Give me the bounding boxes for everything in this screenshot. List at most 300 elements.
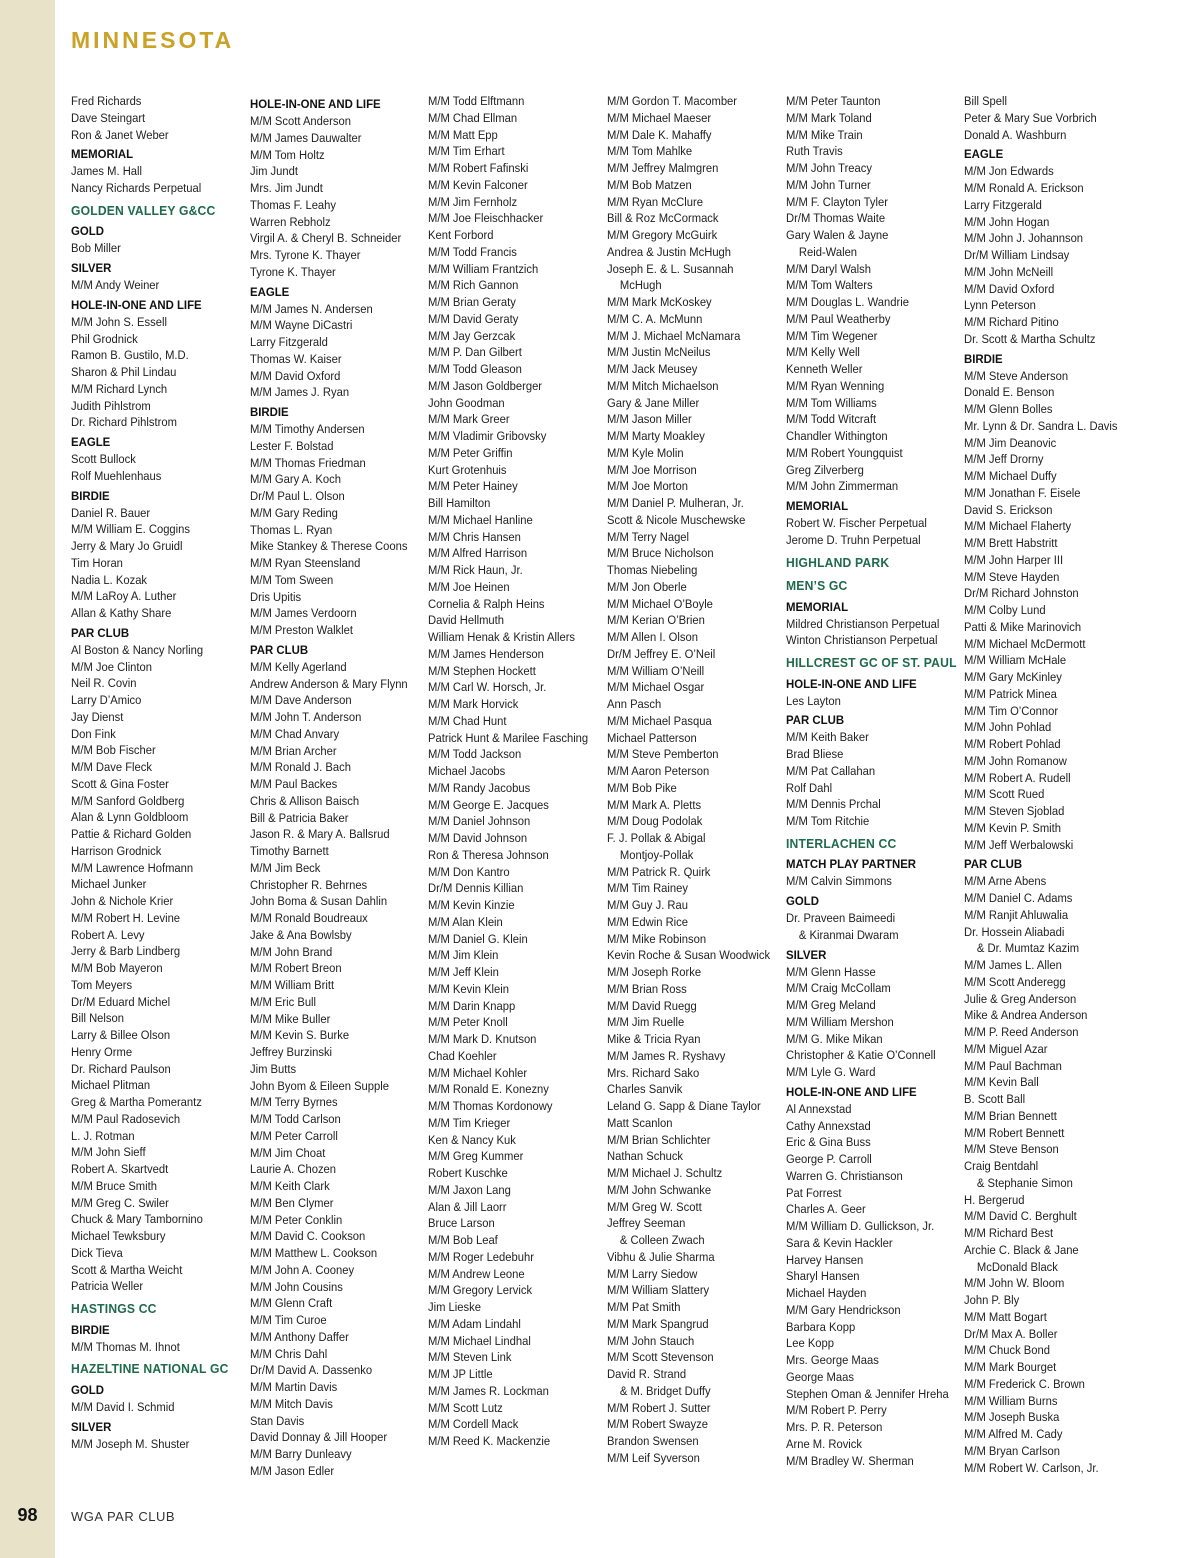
- member-name: Barbara Kopp: [786, 1319, 856, 1334]
- member-name: M/M James Henderson: [428, 646, 544, 661]
- member-name: M/M David Oxford: [964, 281, 1055, 296]
- member-name: M/M Joseph Rorke: [607, 965, 702, 979]
- member-name: M/M Anthony Daffer: [250, 1329, 349, 1344]
- member-name: Charles A. Geer: [786, 1202, 866, 1217]
- member-name: M/M Greg Kummer: [428, 1149, 524, 1164]
- member-name: M/M Robert Youngquist: [786, 445, 903, 460]
- member-name: M/M John Brand: [250, 944, 333, 959]
- member-name: M/M Gordon T. Macomber: [607, 94, 738, 108]
- member-name: Kevin Roche & Susan Woodwick: [607, 948, 771, 963]
- member-name: M/M Joe Morton: [607, 479, 689, 494]
- member-name: Scott Bullock: [71, 452, 136, 466]
- member-name: M/M Rich Gannon: [428, 278, 519, 293]
- member-name: M/M Mark Toland: [786, 110, 872, 125]
- member-name: M/M Dave Anderson: [250, 693, 352, 708]
- member-name: George P. Carroll: [786, 1152, 872, 1166]
- member-name: John Byom & Eileen Supple: [250, 1078, 390, 1093]
- member-name: M/M P. Reed Anderson: [964, 1025, 1079, 1039]
- tier-heading: BIRDIE: [71, 488, 110, 503]
- member-name: Mr. Lynn & Dr. Sandra L. Davis: [964, 418, 1118, 433]
- member-name: L. J. Rotman: [71, 1128, 135, 1143]
- member-name: M/M Vladimir Gribovsky: [428, 429, 547, 443]
- member-name: Bill & Patricia Baker: [250, 810, 349, 825]
- member-name: M/M Tom Williams: [786, 395, 877, 410]
- member-name: M/M David Johnson: [428, 831, 528, 845]
- member-name: M/M Jeff Drorny: [964, 452, 1044, 467]
- club-name: INTERLACHEN CC: [786, 835, 897, 851]
- member-name: M/M Mitch Davis: [250, 1396, 333, 1411]
- member-name: Virgil A. & Cheryl B. Schneider: [250, 231, 402, 246]
- member-name: M/M Allen I. Olson: [607, 630, 698, 644]
- member-name: M/M Tim Wegener: [786, 328, 878, 343]
- member-name: M/M Jack Meusey: [607, 362, 698, 376]
- member-name: John Boma & Susan Dahlin: [250, 894, 388, 909]
- member-name: Jeffrey Seeman: [607, 1216, 686, 1231]
- member-name: M/M Jay Gerzcak: [428, 328, 516, 343]
- member-name: M/M Tom Ritchie: [786, 814, 870, 828]
- member-name: Mrs. Jim Jundt: [250, 181, 323, 195]
- member-name: Alan & Lynn Goldbloom: [71, 810, 189, 825]
- member-name: M/M William Burns: [964, 1393, 1058, 1408]
- member-name: M/M Robert J. Sutter: [607, 1400, 711, 1415]
- member-name: Pat Forrest: [786, 1185, 842, 1200]
- member-name: M/M Scott Stevenson: [607, 1350, 714, 1365]
- member-name: Larry Fitzgerald: [250, 335, 328, 349]
- member-name: M/M Kelly Well: [786, 345, 860, 360]
- member-name: M/M Daryl Walsh: [786, 261, 871, 276]
- member-name: M/M Barry Dunleavy: [250, 1447, 352, 1461]
- member-name: Leland G. Sapp & Diane Taylor: [607, 1099, 761, 1113]
- member-name: M/M Pat Callahan: [786, 763, 876, 778]
- member-name: M/M Todd Carlson: [250, 1112, 341, 1126]
- member-name: Patrick Hunt & Marilee Fasching: [428, 730, 589, 745]
- member-name: M/M Scott Anderegg: [964, 974, 1066, 989]
- member-name: M/M Miguel Azar: [964, 1041, 1048, 1056]
- member-name: Scott & Martha Weicht: [71, 1262, 183, 1277]
- member-name: M/M Patrick Minea: [964, 686, 1057, 701]
- member-name: Les Layton: [786, 693, 841, 708]
- member-name: M/M Ryan McClure: [607, 194, 703, 209]
- member-name: M/M C. A. McMunn: [607, 311, 703, 326]
- member-name: M/M Jonathan F. Eisele: [964, 485, 1081, 500]
- member-name: M/M Chad Ellman: [428, 110, 518, 125]
- member-name: Tim Horan: [71, 555, 123, 570]
- member-name: M/M Tom Walters: [786, 278, 873, 293]
- member-name: Matt Scanlon: [607, 1115, 673, 1130]
- member-name: M/M John Schwanke: [607, 1182, 712, 1197]
- member-name: M/M Calvin Simmons: [786, 874, 892, 889]
- member-name: Nadia L. Kozak: [71, 572, 148, 587]
- member-name: Chad Koehler: [428, 1048, 497, 1063]
- member-name: M/M Michael Kohler: [428, 1065, 528, 1080]
- member-name: Al Annexstad: [786, 1101, 852, 1116]
- tier-heading: HOLE-IN-ONE AND LIFE: [250, 97, 381, 111]
- member-name: Michael Junker: [71, 877, 147, 892]
- member-name: M/M Robert Fafinski: [428, 161, 529, 175]
- member-name: Donald A. Washburn: [964, 127, 1067, 142]
- member-name: M/M Mark A. Pletts: [607, 797, 702, 812]
- member-name: M/M Marty Moakley: [607, 429, 705, 443]
- member-name: Bob Miller: [71, 241, 121, 256]
- member-name: M/M David Ruegg: [607, 998, 697, 1013]
- member-name: M/M Steven Link: [428, 1350, 512, 1365]
- member-name: M/M Mike Buller: [250, 1011, 331, 1026]
- member-name: Dr/M Paul L. Olson: [250, 489, 345, 503]
- member-name: M/M Thomas Kordonowy: [428, 1099, 553, 1113]
- tier-heading: PAR CLUB: [71, 625, 130, 640]
- member-name: M/M Jeffrey Malmgren: [607, 161, 719, 175]
- member-name: M/M Frederick C. Brown: [964, 1376, 1085, 1391]
- member-name: M/M Todd Francis: [428, 244, 517, 259]
- member-name: M/M Cordell Mack: [428, 1417, 519, 1432]
- tier-heading: BIRDIE: [71, 1322, 110, 1337]
- column-4: [607, 93, 779, 1467]
- member-name: M/M James Dauwalter: [250, 130, 362, 145]
- member-name: M/M Gary A. Koch: [250, 472, 341, 487]
- member-name: M/M Bruce Smith: [71, 1178, 157, 1193]
- member-name: Jay Dienst: [71, 709, 124, 724]
- member-name: M/M Michael Lindhal: [428, 1333, 531, 1348]
- member-name: M/M Steve Pemberton: [607, 747, 719, 762]
- member-name: Brad Bliese: [786, 747, 844, 761]
- member-name: Dr. Richard Pihlstrom: [71, 415, 177, 430]
- member-name: M/M Stephen Hockett: [428, 663, 536, 678]
- club-name: GOLDEN VALLEY G&CC: [71, 202, 216, 218]
- member-name: Ruth Travis: [786, 144, 843, 159]
- footer-publication: WGA PAR CLUB: [71, 1509, 176, 1524]
- member-name: Robert A. Levy: [71, 927, 145, 942]
- member-name: M/M Adam Lindahl: [428, 1316, 521, 1331]
- member-name: M/M Jim Ruelle: [607, 1015, 685, 1030]
- page-number: 98: [17, 1505, 38, 1525]
- member-name: M/M Todd Gleason: [428, 362, 522, 376]
- column-2: [250, 93, 422, 1480]
- member-name: Neil R. Covin: [71, 676, 137, 691]
- member-name: M/M John S. Essell: [71, 314, 167, 329]
- member-name: M/M Michael Flaherty: [964, 519, 1072, 534]
- member-name: & Dr. Mumtaz Kazim: [976, 941, 1080, 956]
- member-name: M/M Keith Baker: [786, 730, 869, 745]
- member-name: Cathy Annexstad: [786, 1118, 871, 1133]
- member-name: Warren Rebholz: [250, 214, 331, 229]
- member-name: Tyrone K. Thayer: [250, 264, 336, 279]
- member-name: M/M Steve Anderson: [964, 368, 1069, 383]
- member-name: Chuck & Mary Tambornino: [71, 1212, 203, 1227]
- member-name: M/M Bob Pike: [607, 780, 677, 795]
- member-name: M/M Ronald J. Bach: [250, 760, 351, 775]
- member-name: Lester F. Bolstad: [250, 438, 334, 453]
- member-name: M/M John McNeill: [964, 264, 1054, 279]
- member-name: Michael Tewksbury: [71, 1229, 166, 1243]
- member-name: Lee Kopp: [786, 1336, 835, 1351]
- member-name: M/M John T. Anderson: [250, 710, 362, 724]
- member-name: Jim Butts: [250, 1061, 297, 1076]
- member-name: Jerry & Barb Lindberg: [71, 944, 181, 959]
- member-name: M/M Joe Clinton: [71, 659, 153, 674]
- tier-heading: PAR CLUB: [964, 857, 1023, 872]
- member-name: Stephen Oman & Jennifer Hreha: [786, 1386, 949, 1401]
- member-name: M/M Jim Deanovic: [964, 435, 1057, 450]
- member-name: M/M Michael Pasqua: [607, 713, 712, 728]
- member-name: M/M Kevin S. Burke: [250, 1028, 350, 1043]
- member-name: M/M Tim O’Connor: [964, 703, 1059, 718]
- member-name: M/M Joe Heinen: [428, 579, 510, 594]
- member-name: M/M Scott Lutz: [428, 1400, 503, 1415]
- member-name: M/M Bryan Carlson: [964, 1443, 1060, 1458]
- member-name: M/M Chris Hansen: [428, 529, 521, 544]
- member-name: M/M Robert W. Carlson, Jr.: [964, 1460, 1099, 1475]
- member-name: Fred Richards: [71, 94, 142, 108]
- member-name: M/M James R. Lockman: [428, 1383, 549, 1398]
- member-name: M/M Bob Leaf: [428, 1233, 498, 1247]
- member-name: M/M Preston Walklet: [250, 623, 354, 637]
- member-name: M/M Todd Jackson: [428, 747, 522, 762]
- tier-heading: BIRDIE: [250, 405, 289, 419]
- member-name: M/M Ronald A. Erickson: [964, 181, 1084, 195]
- member-name: Nancy Richards Perpetual: [71, 181, 202, 195]
- member-name: M/M Bob Matzen: [607, 177, 692, 192]
- member-name: M/M Keith Clark: [250, 1179, 330, 1193]
- member-name: M/M LaRoy A. Luther: [71, 589, 177, 604]
- member-name: M/M Martin Davis: [250, 1380, 338, 1394]
- member-name: Sara & Kevin Hackler: [786, 1235, 893, 1250]
- member-name: Mrs. Tyrone K. Thayer: [250, 248, 361, 262]
- member-name: M/M Glenn Bolles: [964, 402, 1053, 416]
- member-name: M/M John Sieff: [71, 1145, 146, 1160]
- member-name: Brandon Swensen: [607, 1434, 699, 1448]
- club-name: HAZELTINE NATIONAL GC: [71, 1361, 229, 1377]
- member-name: M/M Michael Duffy: [964, 469, 1057, 483]
- member-name: M/M William Mershon: [786, 1014, 894, 1029]
- member-name: M/M Glenn Hasse: [786, 964, 876, 979]
- member-name: M/M John Turner: [786, 177, 871, 192]
- member-name: M/M William Frantzich: [428, 261, 539, 276]
- tier-heading: SILVER: [71, 1419, 112, 1434]
- member-name: Sharyl Hansen: [786, 1269, 860, 1284]
- tier-heading: BIRDIE: [964, 351, 1003, 366]
- member-name: M/M John Romanow: [964, 753, 1067, 768]
- member-name: M/M Dave Fleck: [71, 760, 153, 774]
- member-name: John Goodman: [428, 395, 505, 410]
- member-name: M/M Richard Lynch: [71, 381, 168, 396]
- member-name: Vibhu & Julie Sharma: [607, 1249, 715, 1264]
- member-name: M/M John Treacy: [786, 161, 872, 175]
- member-name: Patricia Weller: [71, 1279, 144, 1294]
- member-name: M/M Sanford Goldberg: [71, 793, 185, 808]
- member-name: M/M Mike Train: [786, 127, 863, 142]
- member-name: M/M Mark D. Knutson: [428, 1032, 537, 1046]
- member-name: Dr. Scott & Martha Schultz: [964, 331, 1096, 346]
- member-name: Jim Jundt: [250, 164, 298, 179]
- member-name: B. Scott Ball: [964, 1092, 1026, 1106]
- member-name: M/M Jason Edler: [250, 1463, 335, 1478]
- member-name: M/M Michael Maeser: [607, 110, 712, 125]
- member-name: Mike & Tricia Ryan: [607, 1032, 701, 1046]
- member-name: Larry Fitzgerald: [964, 197, 1042, 212]
- member-name: M/M Thomas M. Ihnot: [71, 1339, 180, 1354]
- member-name: M/M Mark Bourget: [964, 1360, 1057, 1374]
- member-name: M/M James R. Ryshavy: [607, 1048, 726, 1063]
- member-name: M/M Bruce Nicholson: [607, 546, 714, 561]
- member-name: M/M Tom Sween: [250, 572, 334, 587]
- member-name: Robert W. Fischer Perpetual: [786, 516, 927, 530]
- member-name: M/M Peter Carroll: [250, 1128, 338, 1143]
- member-name: Patti & Mike Marinovich: [964, 619, 1082, 634]
- member-name: Dr/M Max A. Boller: [964, 1326, 1058, 1341]
- member-name: Dr. Praveen Baimeedi: [786, 911, 896, 925]
- member-name: Charles Sanvik: [607, 1082, 683, 1097]
- member-name: Joseph E. & L. Susannah: [607, 261, 734, 276]
- member-name: M/M Michael Hanline: [428, 512, 533, 527]
- member-name: M/M Gregory Lervick: [428, 1283, 533, 1298]
- member-name: M/M John J. Johannson: [964, 231, 1084, 246]
- member-name: M/M David C. Berghult: [964, 1209, 1077, 1224]
- member-name: M/M Brian Bennett: [964, 1108, 1057, 1123]
- member-name: Chandler Withington: [786, 429, 888, 443]
- member-name: M/M Jon Edwards: [964, 164, 1054, 179]
- member-name: M/M Larry Siedow: [607, 1266, 698, 1281]
- member-name: F. J. Pollak & Abigal: [607, 831, 706, 845]
- column-1: [71, 93, 243, 1452]
- member-name: M/M Paul Radosevich: [71, 1111, 181, 1126]
- tier-heading: GOLD: [786, 894, 819, 908]
- member-name: McHugh: [619, 278, 662, 293]
- member-name: M/M Matt Bogart: [964, 1309, 1047, 1324]
- member-name: Jason R. & Mary A. Ballsrud: [250, 827, 390, 842]
- member-name: Jerome D. Truhn Perpetual: [786, 532, 921, 547]
- member-name: Scott & Nicole Muschewske: [607, 512, 746, 527]
- member-name: M/M John Zimmerman: [786, 479, 899, 494]
- member-name: M/M P. Dan Gilbert: [428, 345, 522, 360]
- member-name: M/M Michael O’Boyle: [607, 596, 713, 611]
- member-name: Bill & Roz McCormack: [607, 211, 719, 226]
- member-name: M/M John Stauch: [607, 1333, 695, 1348]
- member-name: M/M Michael Osgar: [607, 680, 705, 695]
- member-name: Craig Bentdahl: [964, 1159, 1039, 1173]
- member-name: Phil Grodnick: [71, 331, 138, 346]
- tier-heading: GOLD: [71, 224, 104, 239]
- member-name: M/M Mark Spangrud: [607, 1316, 709, 1331]
- member-name: M/M Mark Greer: [428, 412, 510, 427]
- member-name: Harrison Grodnick: [71, 843, 162, 858]
- member-name: M/M Scott Anderson: [250, 114, 351, 128]
- member-name: Gary & Jane Miller: [607, 395, 700, 410]
- member-name: Andrew Anderson & Mary Flynn: [250, 676, 408, 691]
- member-name: & Kiranmai Dwaram: [798, 927, 899, 942]
- member-name: M/M Tom Holtz: [250, 147, 325, 162]
- member-name: M/M Mitch Michaelson: [607, 378, 719, 393]
- member-name: Greg & Martha Pomerantz: [71, 1095, 202, 1109]
- member-name: M/M Peter Knoll: [428, 1015, 508, 1030]
- member-name: M/M William McHale: [964, 653, 1067, 668]
- member-name: John P. Bly: [964, 1293, 1020, 1307]
- member-name: M/M William E. Coggins: [71, 522, 190, 537]
- member-name: M/M Robert P. Perry: [786, 1403, 887, 1418]
- member-name: M/M Todd Elftmann: [428, 94, 525, 108]
- member-name: M/M Matt Epp: [428, 127, 498, 142]
- tier-heading: PAR CLUB: [250, 642, 309, 657]
- member-name: Nathan Schuck: [607, 1149, 684, 1164]
- member-name: Mike & Andrea Anderson: [964, 1008, 1088, 1023]
- member-name: Allan & Kathy Share: [71, 606, 172, 620]
- member-name: Julie & Greg Anderson: [964, 991, 1077, 1006]
- member-name: M/M James J. Ryan: [250, 385, 350, 400]
- member-name: M/M James Verdoorn: [250, 606, 357, 621]
- member-name: & M. Bridget Duffy: [619, 1383, 711, 1398]
- member-name: Reid-Walen: [798, 244, 858, 259]
- member-name: M/M James N. Andersen: [250, 301, 373, 316]
- member-name: M/M Pat Smith: [607, 1300, 681, 1314]
- member-name: Kenneth Weller: [786, 362, 863, 376]
- member-name: Thomas L. Ryan: [250, 522, 333, 537]
- member-name: M/M William Britt: [250, 978, 335, 992]
- member-name: Gary Walen & Jayne: [786, 228, 889, 242]
- member-name: Jeffrey Burzinski: [250, 1045, 333, 1059]
- member-name: M/M Roger Ledebuhr: [428, 1249, 534, 1264]
- member-name: Kent Forbord: [428, 228, 494, 242]
- member-name: M/M Todd Witcraft: [786, 412, 877, 427]
- member-name: M/M David Oxford: [250, 368, 341, 383]
- member-name: Sharon & Phil Lindau: [71, 365, 177, 379]
- member-name: M/M Brian Archer: [250, 743, 337, 758]
- member-name: M/M David I. Schmid: [71, 1399, 175, 1414]
- member-name: Dave Steingart: [71, 110, 146, 125]
- member-name: M/M Kevin P. Smith: [964, 820, 1062, 835]
- member-name: Al Boston & Nancy Norling: [71, 642, 204, 657]
- club-name: HILLCREST GC OF ST. PAUL: [786, 655, 957, 670]
- member-name: M/M Chad Anvary: [250, 726, 340, 741]
- tier-heading: EAGLE: [71, 435, 111, 449]
- member-name: M/M Kevin Kinzie: [428, 898, 515, 912]
- member-name: McDonald Black: [976, 1259, 1058, 1274]
- member-name: M/M Scott Rued: [964, 787, 1045, 802]
- member-name: Ken & Nancy Kuk: [428, 1132, 516, 1147]
- member-name: M/M Colby Lund: [964, 603, 1046, 617]
- member-name: M/M Alan Klein: [428, 914, 503, 929]
- member-name: M/M Jaxon Lang: [428, 1182, 511, 1197]
- member-name: M/M Steven Sjoblad: [964, 804, 1065, 818]
- member-name: M/M Brett Habstritt: [964, 536, 1058, 550]
- member-name: M/M Gary Hendrickson: [786, 1302, 901, 1317]
- club-name: MEN’S GC: [786, 578, 848, 593]
- member-name: Bill Nelson: [71, 1011, 124, 1026]
- member-name: M/M Kevin Falconer: [428, 177, 528, 192]
- member-name: M/M Kevin Klein: [428, 981, 510, 996]
- member-name: M/M Terry Nagel: [607, 529, 690, 544]
- member-name: Robert Kuschke: [428, 1166, 508, 1180]
- member-name: Robert A. Skartvedt: [71, 1162, 169, 1176]
- member-name: Thomas W. Kaiser: [250, 351, 342, 366]
- member-name: M/M Greg C. Swiler: [71, 1195, 169, 1210]
- member-name: M/M Peter Griffin: [428, 445, 513, 460]
- member-name: M/M Kelly Agerland: [250, 659, 347, 674]
- member-name: Dr/M David A. Dassenko: [250, 1363, 373, 1378]
- member-name: M/M Douglas L. Wandrie: [786, 295, 909, 309]
- member-name: M/M John Pohlad: [964, 720, 1052, 735]
- tier-heading: EAGLE: [964, 147, 1004, 162]
- member-name: M/M Tim Rainey: [607, 881, 689, 896]
- member-name: Christopher & Katie O’Connell: [786, 1048, 936, 1063]
- member-name: Christopher R. Behrnes: [250, 877, 368, 892]
- member-name: M/M Timothy Andersen: [250, 422, 365, 436]
- member-name: M/M Daniel Johnson: [428, 814, 531, 829]
- member-name: David S. Erickson: [964, 502, 1053, 517]
- member-name: M/M Edwin Rice: [607, 914, 689, 929]
- member-name: M/M William O’Neill: [607, 663, 705, 678]
- club-name: HASTINGS CC: [71, 1301, 157, 1316]
- member-name: M/M Mark McKoskey: [607, 295, 712, 309]
- tier-heading: MEMORIAL: [786, 499, 849, 513]
